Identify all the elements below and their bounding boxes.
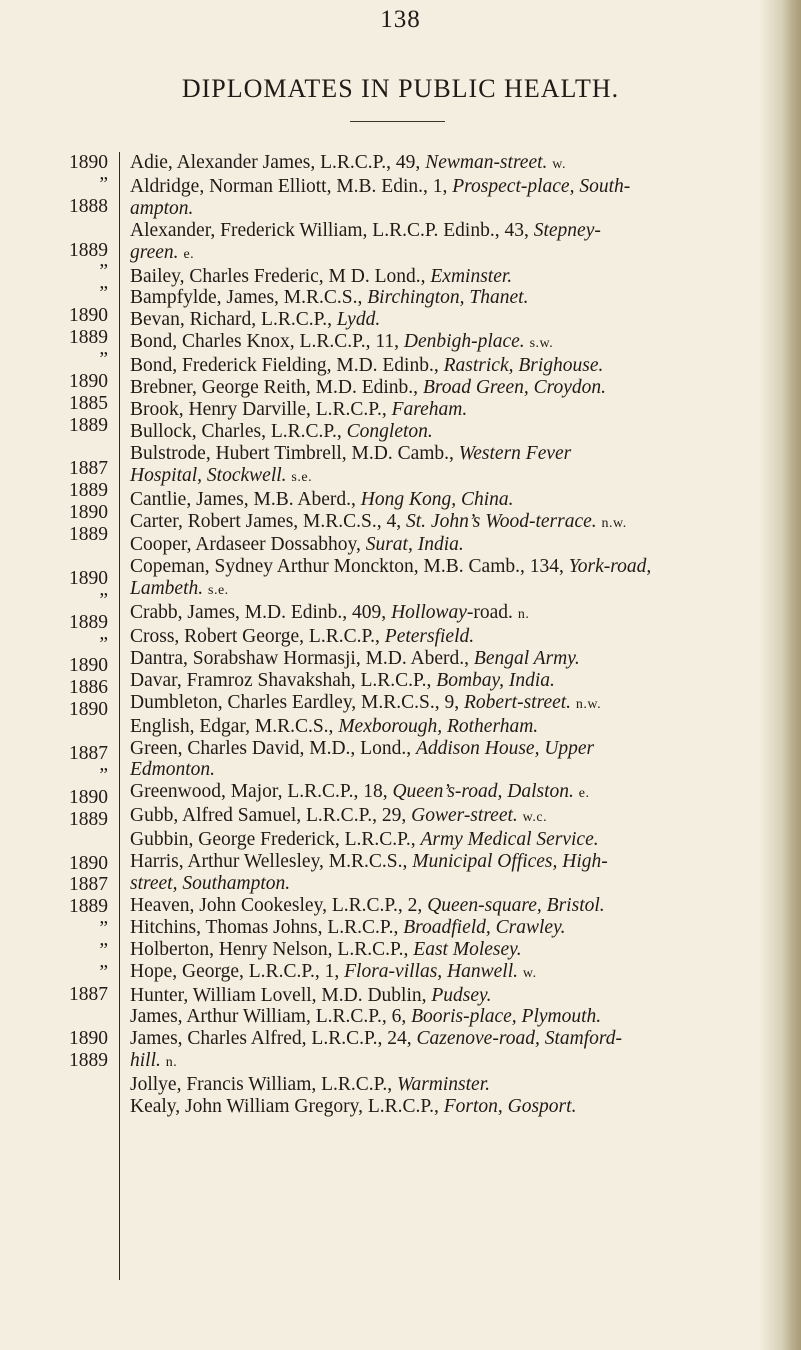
postal-district: w. [552,157,566,172]
year-cell: 1889 [69,480,108,502]
year-cell [0,546,108,568]
entry-line [130,781,754,805]
year-cell: ” [99,349,108,371]
entry-text: Cross, Robert George, L.R.C.P., [130,626,385,648]
year-cell: 1890 [69,852,108,874]
entry-text: Brebner, George Reith, M.D. Edinb., [130,377,423,399]
year-cell: 1887 [69,874,108,896]
year-cell: 1887 [69,458,108,480]
entry-address: Queen’s-road, Dalston. [392,781,574,803]
entry-line [130,759,754,781]
entry-line [130,715,754,738]
register-entry [130,331,754,355]
year-cell: 1889 [69,896,108,918]
entry-address: Fareham. [391,398,468,420]
register-entry [130,220,754,266]
postal-district: n.w. [601,515,627,531]
entry-address: Bengal Army. [473,647,580,669]
entry-line [130,669,754,692]
page-number: 138 [380,6,421,33]
entry-line [130,626,754,648]
entry-text: Kealy, John William Gregory, L.R.C.P., [130,1096,444,1118]
entry-text: Hope, George, L.R.C.P., 1, [130,960,345,982]
year-cell: 1886 [69,677,108,699]
year-cell: 1889 [69,327,108,349]
entry-text: Copeman, Sydney Arthur Monckton, M.B. Camb., 134, [130,556,569,578]
register-entry [130,716,754,738]
year-cell: 1890 [69,502,108,524]
entry-line [130,219,754,242]
entry-text: Aldridge, Norman Elliott, M.B. Edin., 1, [130,175,453,197]
year-cell [0,721,108,743]
entry-line [130,1050,754,1074]
year-cell: ” [99,961,108,983]
year-cell: 1889 [69,808,108,830]
entry-line [130,602,754,626]
postal-district: n. [165,1055,178,1071]
entry-address: green. [130,241,179,263]
year-cell: ” [99,261,108,283]
entry-address: Congleton. [346,420,433,442]
register-entry [130,626,754,648]
entry-text: English, Edgar, M.R.C.S., [130,715,339,737]
entry-text: Heaven, John Cookesley, L.R.C.P., 2, [130,894,428,916]
entry-address: Rastrick, Brighouse. [443,355,604,377]
entry-text: Alexander, Frederick William, L.R.C.P. Edinb., 43, [130,219,534,241]
entry-line [130,287,754,309]
year-cell: 1885 [69,392,108,414]
entry-address: Warminster. [396,1074,490,1096]
register-entry [130,895,754,917]
entry-address: Birchington, Thanet. [367,287,529,309]
entry-line [130,737,754,760]
year-cell: ” [99,283,108,305]
register-entry [130,602,754,626]
entry-address: Surat, India. [365,534,464,556]
entry-address: Mexborough, Rotherham. [338,715,539,737]
entry-address: Municipal Offices, High- [412,851,608,873]
entry-address: Robert-street. [464,691,572,713]
entry-address: Booris-place, Plymouth. [411,1006,602,1028]
entry-address: Stepney- [533,219,601,241]
register-entry [130,1028,754,1074]
entry-address: Lambeth. [130,578,204,600]
year-cell: 1890 [69,655,108,677]
entry-address: Exminster. [430,265,513,287]
entry-line [130,960,754,985]
year-cell: ” [99,940,108,962]
postal-district: s.w. [529,336,554,352]
entry-line [130,420,754,443]
year-cell: ” [99,918,108,940]
postal-district: w.c. [522,810,548,826]
year-cell: 1889 [69,524,108,546]
entry-line [130,241,754,266]
page-title: DIPLOMATES IN PUBLIC HEALTH. [181,74,620,103]
entry-text: Bailey, Charles Frederic, M D. Lond., [130,265,431,287]
register-entry [130,511,754,535]
entry-address: Lydd. [336,309,381,331]
entry-text: Gubb, Alfred Samuel, L.R.C.P., 29, [130,805,412,827]
entry-address: Pudsey. [431,984,492,1006]
register-entry [130,1074,754,1096]
register-entries [130,152,754,1118]
entry-address: Hong Kong, China. [360,488,514,510]
entry-line [130,398,754,421]
entry-address: Hospital, Stockwell. [130,464,287,486]
entry-address: Addison House, Upper [415,737,595,759]
year-cell: 1890 [69,305,108,327]
register-entry [130,670,754,692]
entry-line [130,534,754,556]
entry-address: Cazenove-road, Stamford- [416,1028,622,1050]
entry-text: Adie, Alexander James, L.R.C.P., 49, [130,152,426,173]
year-cell: 1889 [69,414,108,436]
entry-text: Bullock, Charles, L.R.C.P., [130,420,347,442]
year-cell: 1890 [69,786,108,808]
year-cell: ” [99,764,108,786]
entry-line [130,464,754,489]
register-entry [130,355,754,377]
year-cell [0,218,108,240]
year-cell: 1890 [69,699,108,721]
entry-line [130,938,754,961]
entry-line [130,377,754,399]
register-entry [130,534,754,556]
postal-district: n.w. [575,696,602,712]
entry-line [130,355,754,377]
entry-text: Carter, Robert James, M.R.C.S., 4, [130,510,406,532]
register-entry [130,851,754,895]
year-cell: 1889 [69,239,108,261]
register-entry [130,648,754,670]
register-entry [130,399,754,421]
register-entry [130,985,754,1007]
title-rule [350,121,445,122]
year-cell [0,437,108,459]
entry-address: Broadfield, Crawley. [403,916,566,938]
register-entry [130,939,754,961]
postal-district: s.e. [291,469,313,485]
year-cell: 1890 [69,152,108,173]
entry-line [130,1028,754,1050]
register-entry [130,805,754,829]
entry-line [130,265,754,288]
entry-text: Davar, Framroz Shavakshah, L.R.C.P., [130,669,437,691]
entry-address: Edmonton. [130,759,216,781]
entry-text: James, Arthur William, L.R.C.P., 6, [130,1006,412,1028]
entry-line [130,805,754,829]
entry-line [130,691,754,716]
entry-line [130,152,754,176]
entry-address: Prospect-place, South- [452,175,631,197]
postal-district: n. [517,607,530,623]
register-entry [130,738,754,782]
entry-line [130,829,754,851]
entry-text: Hitchins, Thomas Johns, L.R.C.P., [130,916,404,938]
entry-address: Army Medical Service. [420,829,599,851]
year-cell: ” [99,173,108,195]
entry-address: Queen-square, Bristol. [427,894,605,916]
entry-text: Jollye, Francis William, L.R.C.P., [130,1074,397,1096]
entry-text: Greenwood, Major, L.R.C.P., 18, [130,781,393,803]
entry-address: Forton, Gosport. [443,1096,577,1118]
entry-text: Cantlie, James, M.B. Aberd., [130,488,361,510]
year-cell: 1889 [69,611,108,633]
entry-line [130,984,754,1007]
entry-text: Bevan, Richard, L.R.C.P., [130,309,337,331]
entry-address: Newman-street. [425,152,548,173]
entry-text: Bond, Charles Knox, L.R.C.P., 11, [130,331,404,353]
entry-line [130,309,754,331]
entry-line [130,1074,754,1096]
register-entry [130,781,754,805]
entry-line [130,873,754,895]
register-entry [130,961,754,985]
year-cell: 1890 [69,370,108,392]
entry-line [130,851,754,873]
entry-line [130,442,754,465]
entry-line [130,894,754,917]
entry-address: Holloway [391,602,467,624]
year-column [0,152,108,1071]
register-entry [130,917,754,939]
register-entry [130,829,754,851]
entry-line [130,331,754,355]
year-cell: ” [99,633,108,655]
entry-address: street, Southampton. [130,873,291,894]
entry-line [130,1006,754,1028]
entry-text: Bond, Frederick Fielding, M.D. Edinb., [130,355,444,377]
register-entry [130,556,754,602]
postal-district: e. [183,246,195,262]
register-entry [130,377,754,399]
register-entry [130,1096,754,1118]
entry-address: Denbigh-place. [403,331,525,353]
entry-address: Broad Green, Croydon. [422,377,606,399]
entry-address: St. John’s Wood-terrace. [406,510,597,532]
register-entry [130,421,754,443]
entry-address: ampton. [130,197,194,219]
year-cell: 1890 [69,567,108,589]
column-divider [119,152,120,1280]
postal-district: e. [578,786,590,802]
year-cell: 1890 [69,1027,108,1049]
year-cell: 1887 [69,983,108,1005]
register-entry [130,443,754,489]
entry-text: Dantra, Sorabshaw Hormasji, M.D. Aberd., [130,647,474,669]
year-cell: ” [99,589,108,611]
entry-address: Gower-street. [411,805,518,827]
entry-line [130,175,754,198]
register-entry [130,287,754,309]
entry-line [130,556,754,578]
entry-text: Gubbin, George Frederick, L.R.C.P., [130,829,421,851]
entry-text: Crabb, James, M.D. Edinb., 409, [130,602,392,624]
entry-line [130,510,754,535]
entry-text: Bampfylde, James, M.R.C.S., [130,287,368,309]
entry-address: East Molesey. [413,938,522,960]
entry-address: hill. [130,1050,161,1072]
year-cell: 1887 [69,743,108,765]
postal-district: s.e. [208,583,229,599]
entry-text: James, Charles Alfred, L.R.C.P., 24, [130,1028,417,1050]
entry-address: Petersfield. [384,626,475,648]
entry-text: Brook, Henry Darville, L.R.C.P., [130,398,392,420]
register-entry [130,1006,754,1028]
entry-text: Dumbleton, Charles Eardley, M.R.C.S., 9, [130,691,464,713]
register-entry [130,176,754,220]
postal-district: w. [522,965,537,981]
entry-line [130,916,754,939]
entry-line [130,578,754,602]
year-cell: 1889 [69,1049,108,1071]
entry-address: Western Fever [458,442,572,464]
entry-line [130,647,754,670]
entry-line [130,197,754,220]
register-entry [130,266,754,288]
entry-text: Green, Charles David, M.D., Lond., [130,737,416,759]
year-cell [0,831,108,853]
entry-line [130,488,754,511]
year-cell: 1888 [69,195,108,217]
entry-address: Bombay, India. [436,669,555,691]
register-entry [130,152,754,176]
register-entry [130,692,754,716]
register-entry [130,309,754,331]
page-edge-shadow [759,0,801,1350]
entry-text: Hunter, William Lovell, M.D. Dublin, [130,984,432,1006]
register-entry [130,489,754,511]
year-cell [0,1006,108,1028]
entry-text: -road. [466,602,518,624]
entry-address: Flora-villas, Hanwell. [344,960,519,982]
entry-address: York-road, [568,556,652,578]
entry-text: Holberton, Henry Nelson, L.R.C.P., [130,938,414,960]
entry-text: Cooper, Ardaseer Dossabhoy, [130,534,366,556]
entry-text: Harris, Arthur Wellesley, M.R.C.S., [130,851,413,873]
entry-text: Bulstrode, Hubert Timbrell, M.D. Camb., [130,442,459,464]
entry-line [130,1096,754,1118]
